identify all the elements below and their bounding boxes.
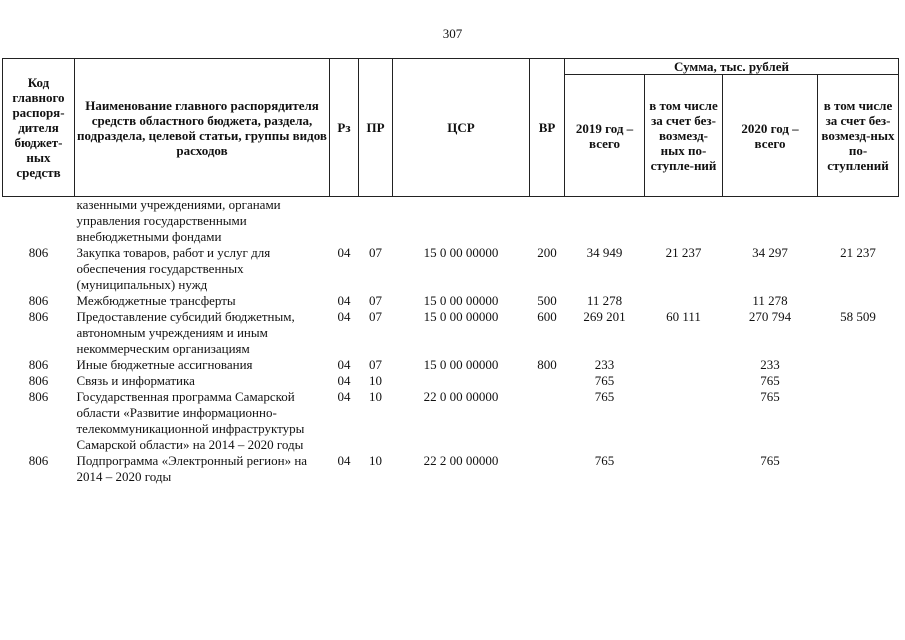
table-row (3, 357, 899, 373)
cell-2020-free (818, 357, 899, 373)
cell-2020-free (818, 293, 899, 309)
cell-name: Государственная программа Самарской области «Развитие информационно-телекоммуникационной инфраструктуры Самарской области» на 2014 – 2020 годы (76, 389, 305, 452)
budget-table (2, 58, 899, 485)
cell-vr (530, 373, 565, 389)
cell-name: Связь и информатика (76, 373, 195, 388)
cell-rz: 04 (337, 389, 351, 404)
cell-2019: 269 201 (583, 309, 626, 324)
cell-csr (393, 197, 530, 246)
cell-2020: 765 (760, 373, 780, 388)
cell-2019-free (645, 389, 723, 453)
cell-2019: 233 (594, 357, 615, 372)
cell-rz: 04 (337, 357, 351, 372)
cell-2019: 765 (594, 389, 615, 404)
table-row (3, 197, 899, 246)
cell-code: 806 (28, 373, 49, 388)
cell-rz: 04 (337, 373, 351, 388)
cell-csr: 15 0 00 00000 (423, 245, 499, 260)
cell-rz: 04 (337, 309, 351, 324)
cell-2020-free (818, 373, 899, 389)
cell-2020-free (818, 453, 899, 485)
cell-2019-free (645, 357, 723, 373)
cell-vr (530, 389, 565, 453)
page-number: 307 (442, 26, 463, 41)
cell-2020 (723, 197, 818, 246)
cell-code: 806 (28, 245, 49, 260)
cell-csr: 15 0 00 00000 (423, 357, 499, 372)
cell-2020: 765 (760, 453, 780, 468)
cell-2019: 765 (594, 373, 615, 388)
cell-pr (359, 197, 393, 246)
cell-csr: 22 2 00 00000 (423, 453, 499, 468)
cell-2019-free: 21 237 (665, 245, 702, 260)
cell-2020: 233 (760, 357, 780, 372)
cell-2019-free (645, 197, 723, 246)
cell-pr: 10 (369, 453, 382, 468)
cell-pr: 07 (369, 245, 382, 260)
header-vr: ВР (530, 59, 565, 197)
cell-code: 806 (28, 389, 49, 404)
table-row (3, 293, 899, 309)
table-row (3, 389, 899, 453)
header-2020: 2020 год – всего (723, 75, 818, 197)
cell-2020-free: 21 237 (840, 245, 876, 260)
table-row (3, 373, 899, 389)
table-row (3, 245, 899, 293)
cell-pr: 07 (369, 293, 382, 308)
cell-2020: 270 794 (748, 309, 792, 324)
cell-code: 806 (28, 293, 49, 308)
header-pr: ПР (359, 59, 393, 197)
cell-2019-free: 60 111 (666, 309, 701, 324)
header-2019: 2019 год – всего (565, 75, 645, 197)
cell-vr: 800 (537, 357, 557, 372)
cell-name: казенными учреждениями, органами управления государственными внебюджетными фондами (76, 197, 281, 244)
cell-2019: 765 (594, 453, 615, 468)
cell-rz: 04 (337, 453, 351, 468)
cell-vr: 200 (537, 245, 557, 260)
cell-name: Иные бюджетные ассигнования (76, 357, 253, 372)
cell-2019: 11 278 (586, 293, 623, 308)
cell-pr: 07 (369, 309, 382, 324)
header-csr: ЦСР (393, 59, 530, 197)
cell-name: Межбюджетные трансферты (76, 293, 236, 308)
cell-rz (330, 197, 359, 246)
cell-code: 806 (28, 309, 49, 324)
cell-2020-free (818, 389, 899, 453)
cell-name: Закупка товаров, работ и услуг для обеспечения государственных (муниципальных) нужд (76, 245, 271, 292)
table-row (3, 453, 899, 485)
header-rz: Рз (330, 59, 359, 197)
cell-csr (393, 373, 530, 389)
cell-name: Предоставление субсидий бюджетным, автономным учреждениям и иным некоммерческим организациям (76, 309, 295, 356)
cell-pr: 07 (369, 357, 382, 372)
cell-vr: 600 (537, 309, 557, 324)
cell-2019-free (645, 453, 723, 485)
cell-2020: 34 297 (752, 245, 788, 260)
cell-pr: 10 (369, 389, 382, 404)
header-code: Код главного распоря-дителя бюджет-ных средств (3, 59, 75, 197)
cell-rz: 04 (337, 245, 351, 260)
cell-code: 806 (28, 357, 49, 372)
cell-code (3, 197, 75, 246)
cell-csr: 15 0 00 00000 (423, 293, 499, 308)
cell-2019-free (645, 373, 723, 389)
cell-csr: 15 0 00 00000 (423, 309, 499, 324)
cell-2019: 34 949 (586, 245, 623, 260)
cell-code: 806 (28, 453, 49, 468)
cell-2020-free (818, 197, 899, 246)
table-row (3, 309, 899, 357)
cell-pr: 10 (369, 373, 382, 388)
cell-2019-free (645, 293, 723, 309)
header-name: Наименование главного распорядителя средств областного бюджета, раздела, подраздела, целевой статьи, группы видов расходов (75, 59, 330, 197)
cell-csr: 22 0 00 00000 (423, 389, 499, 404)
header-sum: Сумма, тыс. рублей (565, 59, 899, 75)
header-2020-free: в том числе за счет без-возмезд-ных по-ступлений (818, 75, 899, 197)
cell-vr (530, 453, 565, 485)
cell-vr (530, 197, 565, 246)
cell-2020-free: 58 509 (840, 309, 876, 324)
cell-rz: 04 (337, 293, 351, 308)
header-2019-free: в том числе за счет без-возмезд-ных по-ступле-ний (645, 75, 723, 197)
cell-name: Подпрограмма «Электронный регион» на 2014 – 2020 годы (76, 453, 308, 484)
cell-vr: 500 (537, 293, 557, 308)
cell-2019 (565, 197, 645, 246)
cell-2020: 765 (760, 389, 780, 404)
cell-2020: 11 278 (752, 293, 788, 308)
